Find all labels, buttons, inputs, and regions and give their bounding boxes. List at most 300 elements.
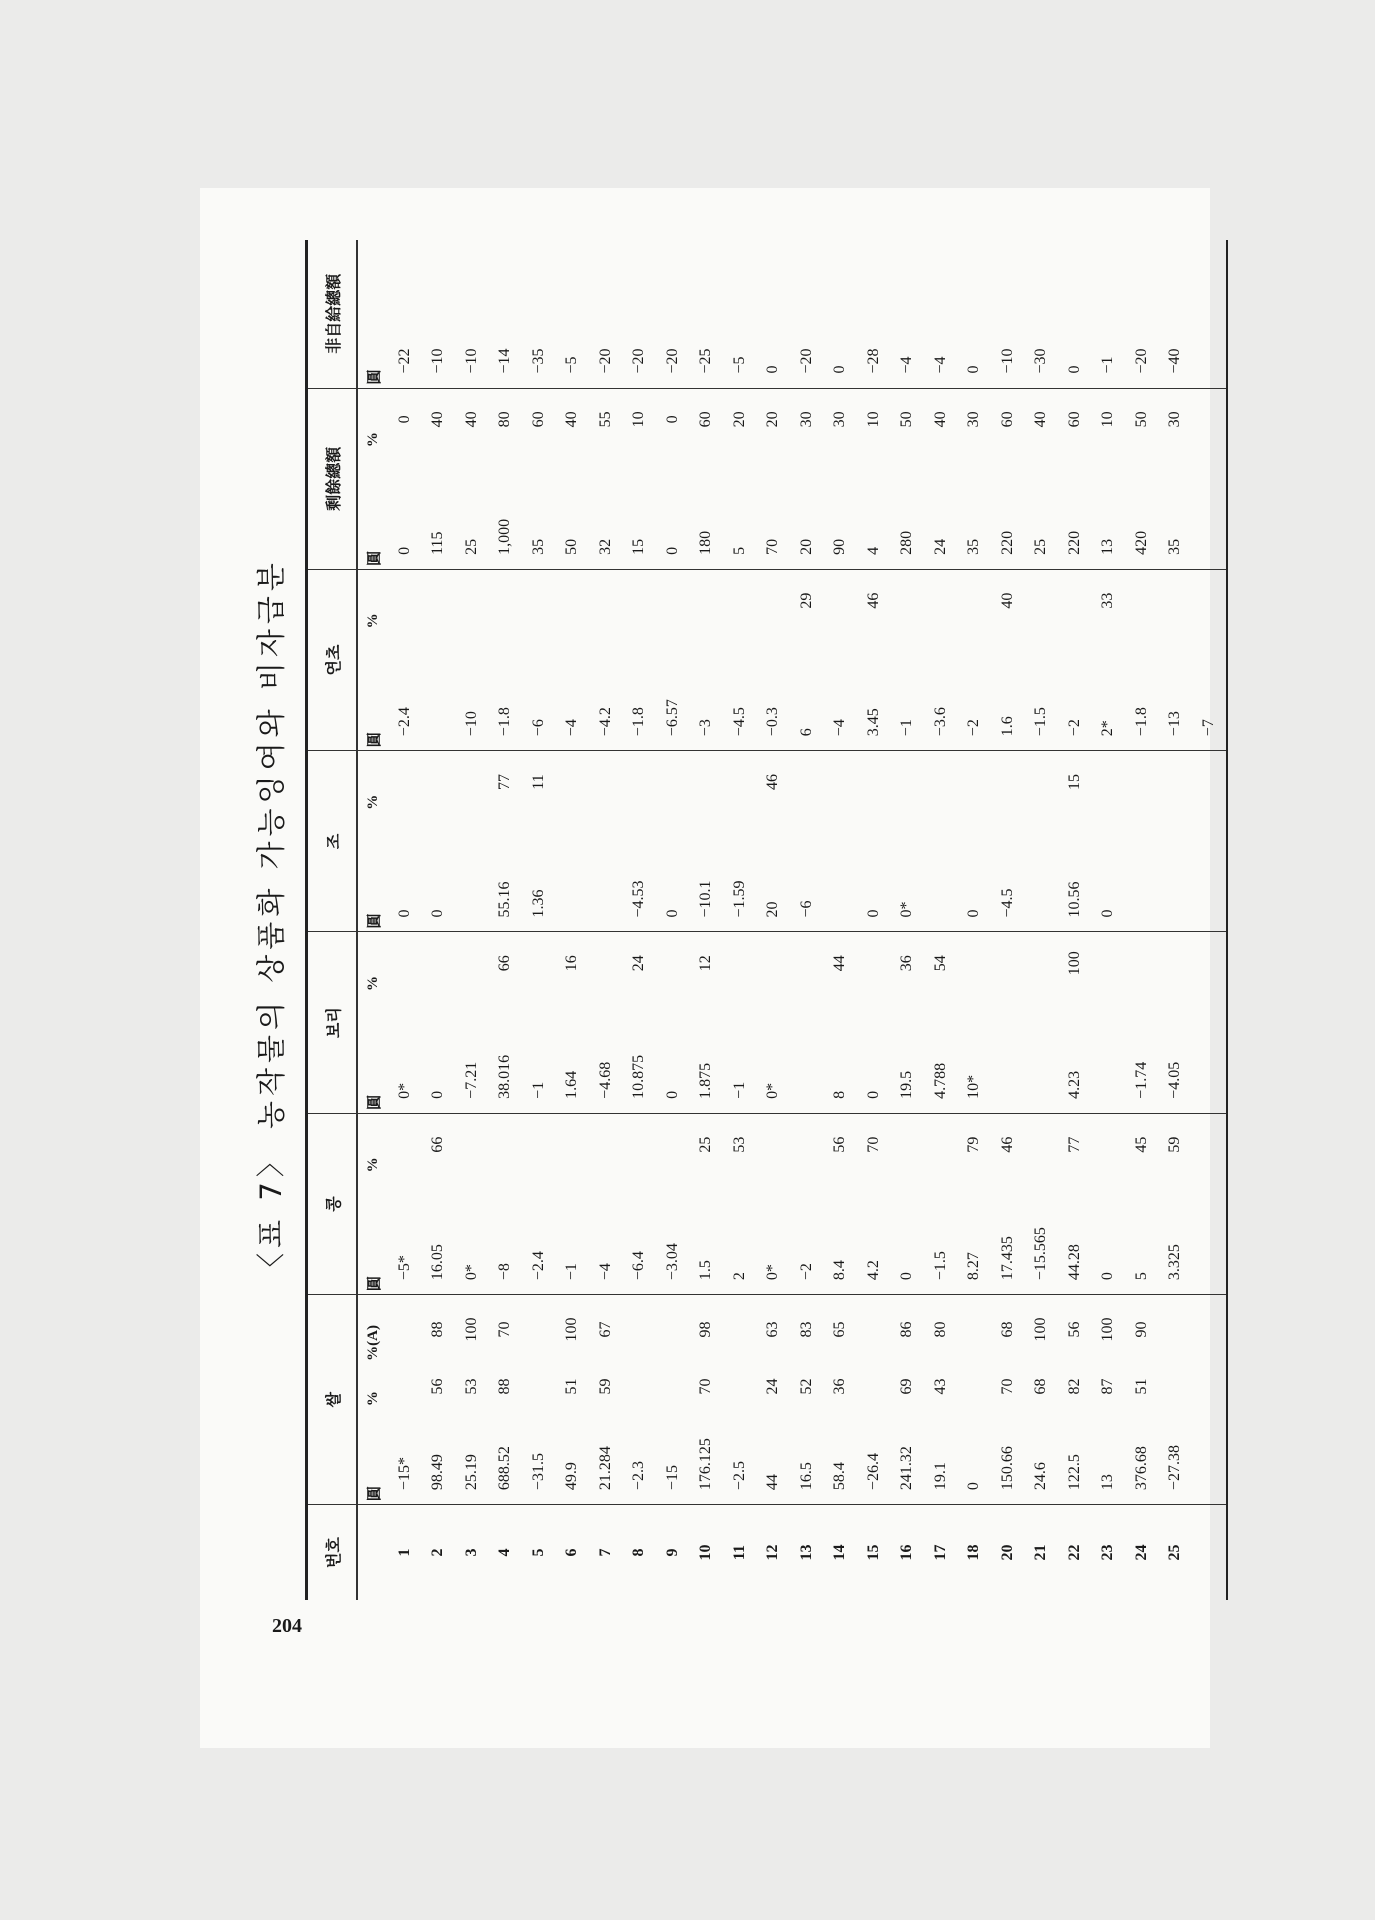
cell: 0 — [388, 450, 422, 569]
cell: 98.49 — [422, 1409, 456, 1504]
cell — [1092, 751, 1126, 813]
cell: 1.36 — [522, 813, 556, 932]
cell — [1125, 932, 1159, 994]
cell: 0 — [1092, 813, 1126, 932]
cell — [824, 813, 858, 932]
cell: 0 — [395, 415, 413, 424]
cell: 8.4 — [824, 1175, 858, 1294]
cell: 115 — [422, 450, 456, 569]
cell — [1125, 813, 1159, 932]
cell: 46 — [764, 773, 782, 790]
cell — [522, 1364, 556, 1409]
cell: 88 — [429, 1321, 447, 1338]
cell — [388, 569, 422, 631]
row-number: 22 — [1065, 1544, 1083, 1561]
cell — [1092, 994, 1126, 1113]
table-row — [757, 240, 791, 1600]
cell: −4 — [891, 240, 925, 388]
cell: 88 — [496, 1378, 514, 1395]
cell: 53 — [462, 1378, 480, 1395]
cell — [1159, 1364, 1193, 1409]
cell: 83 — [797, 1321, 815, 1338]
cell: 100 — [462, 1317, 480, 1342]
cell: 56 — [1065, 1321, 1083, 1338]
cell: 241.32 — [891, 1409, 925, 1504]
cell: 2* — [1092, 631, 1126, 750]
cell — [522, 1295, 556, 1364]
row-number: 24 — [1132, 1544, 1150, 1561]
cell: 1.64 — [556, 994, 590, 1113]
cell: 70 — [998, 1378, 1016, 1395]
cell: 40 — [1032, 411, 1050, 428]
cell: −26.4 — [857, 1409, 891, 1504]
cell — [656, 751, 690, 813]
cell: 49.9 — [556, 1409, 590, 1504]
cell: −2.4 — [388, 631, 422, 750]
cell: 30 — [965, 411, 983, 428]
cell — [1192, 240, 1227, 388]
cell — [589, 932, 623, 994]
cell: 0 — [1058, 240, 1092, 388]
cell: 60 — [998, 411, 1016, 428]
unit-cell: % — [364, 613, 381, 629]
cell — [388, 1364, 422, 1409]
cell — [656, 1364, 690, 1409]
cell: −1.5 — [924, 1175, 958, 1294]
column-header: 쌀 — [307, 1295, 358, 1505]
table-row — [790, 240, 824, 1600]
cell: 40 — [998, 592, 1016, 609]
cell — [422, 631, 456, 750]
cell — [623, 1113, 657, 1175]
cell: 55.16 — [489, 813, 523, 932]
cell: 63 — [764, 1321, 782, 1338]
cell — [556, 751, 590, 813]
cell: 2 — [723, 1175, 757, 1294]
cell: 0 — [656, 994, 690, 1113]
row-number: 16 — [898, 1544, 916, 1561]
cell — [455, 569, 489, 631]
unit-cell: 圓 — [357, 450, 388, 569]
cell: 376.68 — [1125, 1409, 1159, 1504]
cell: 5 — [723, 450, 757, 569]
cell: −3.04 — [656, 1175, 690, 1294]
cell — [1025, 813, 1059, 932]
cell — [824, 751, 858, 813]
cell: −25 — [690, 240, 724, 388]
cell — [388, 751, 422, 813]
cell — [1192, 569, 1227, 631]
cell: −15* — [388, 1409, 422, 1504]
cell: 0 — [824, 240, 858, 388]
cell: 30 — [797, 411, 815, 428]
cell: 0* — [455, 1175, 489, 1294]
cell: −7.21 — [455, 994, 489, 1113]
cell: 0 — [958, 1409, 992, 1504]
cell: −4 — [924, 240, 958, 388]
cell — [489, 1113, 523, 1175]
cell: 90 — [1132, 1321, 1150, 1338]
cell: 68 — [998, 1321, 1016, 1338]
cell — [1192, 1113, 1227, 1175]
cell: −4.5 — [723, 631, 757, 750]
cell: 79 — [965, 1136, 983, 1153]
table-title: 〈표 7〉 농작물의 상품화 가능잉여와 비자급분 — [253, 558, 288, 1282]
cell: 100 — [1032, 1317, 1050, 1342]
cell: −5 — [723, 240, 757, 388]
cell — [1192, 1295, 1227, 1364]
column-header: 번호 — [307, 1505, 358, 1600]
cell: 100 — [1099, 1317, 1117, 1342]
cell — [589, 569, 623, 631]
cell — [790, 1113, 824, 1175]
cell: 52 — [797, 1378, 815, 1395]
cell — [723, 569, 757, 631]
cell: 15 — [1065, 773, 1083, 790]
cell: −10 — [422, 240, 456, 388]
cell: −10.1 — [690, 813, 724, 932]
unit-cell: % — [364, 794, 381, 810]
cell — [455, 751, 489, 813]
table-row — [1025, 240, 1059, 1600]
cell: 25 — [455, 450, 489, 569]
cell — [958, 1364, 992, 1409]
cell: 32 — [589, 450, 623, 569]
cell: 59 — [1166, 1136, 1184, 1153]
cell: −7 — [1192, 631, 1227, 750]
cell — [1159, 751, 1193, 813]
table-row — [422, 240, 456, 1600]
column-header: 剩餘總額 — [307, 388, 358, 569]
cell: 70 — [496, 1321, 514, 1338]
cell: 69 — [898, 1378, 916, 1395]
cell: 24.6 — [1025, 1409, 1059, 1504]
cell: −2 — [958, 631, 992, 750]
table-row — [522, 240, 556, 1600]
cell — [790, 932, 824, 994]
cell: 70 — [864, 1136, 882, 1153]
data-table — [305, 240, 1228, 1600]
cell: −4 — [824, 631, 858, 750]
cell: 87 — [1099, 1378, 1117, 1395]
table-row — [1058, 240, 1092, 1600]
table-row — [388, 240, 422, 1600]
cell — [656, 569, 690, 631]
cell — [958, 932, 992, 994]
cell: 30 — [831, 411, 849, 428]
cell: 45 — [1132, 1136, 1150, 1153]
row-number: 4 — [496, 1548, 514, 1557]
cell: −15 — [656, 1409, 690, 1504]
cell — [723, 1295, 757, 1364]
cell: 0* — [388, 994, 422, 1113]
cell: −15.565 — [1025, 1175, 1059, 1294]
cell — [1092, 1113, 1126, 1175]
cell: −20 — [790, 240, 824, 388]
cell — [924, 813, 958, 932]
cell — [924, 751, 958, 813]
cell: 4.2 — [857, 1175, 891, 1294]
cell — [690, 751, 724, 813]
table-row — [623, 240, 657, 1600]
cell: 70 — [697, 1378, 715, 1395]
unit-cell: %(A) — [364, 1325, 381, 1361]
cell — [1025, 932, 1059, 994]
unit-cell — [357, 1505, 388, 1600]
cell — [1025, 994, 1059, 1113]
cell: 3.45 — [857, 631, 891, 750]
cell — [522, 1113, 556, 1175]
cell: 11 — [529, 774, 547, 790]
cell: −3.6 — [924, 631, 958, 750]
cell: −1.8 — [1125, 631, 1159, 750]
cell: 50 — [1132, 411, 1150, 428]
row-number: 11 — [730, 1544, 748, 1561]
cell: 67 — [596, 1321, 614, 1338]
unit-cell: % — [364, 976, 381, 992]
cell: 16.05 — [422, 1175, 456, 1294]
unit-cell: 圓 — [357, 1409, 388, 1504]
row-number: 8 — [630, 1548, 648, 1557]
table-row — [958, 240, 992, 1600]
cell: 0 — [958, 813, 992, 932]
cell: 220 — [991, 450, 1025, 569]
cell — [1025, 1113, 1059, 1175]
cell: −1.8 — [489, 631, 523, 750]
row-number: 20 — [998, 1544, 1016, 1561]
cell: 5 — [1125, 1175, 1159, 1294]
table-row — [589, 240, 623, 1600]
column-header: 콩 — [307, 1113, 358, 1294]
rotated-table-block — [235, 240, 1217, 1600]
row-number: 3 — [462, 1548, 480, 1557]
cell: 17.435 — [991, 1175, 1025, 1294]
cell — [1192, 813, 1227, 932]
cell — [623, 569, 657, 631]
cell: 40 — [931, 411, 949, 428]
cell — [623, 1364, 657, 1409]
column-header: 연초 — [307, 569, 358, 750]
cell: 53 — [730, 1136, 748, 1153]
cell — [1125, 751, 1159, 813]
cell: 21.284 — [589, 1409, 623, 1504]
cell: 1.875 — [690, 994, 724, 1113]
table-row — [723, 240, 757, 1600]
cell: 86 — [898, 1321, 916, 1338]
cell: 4 — [857, 450, 891, 569]
cell — [857, 1364, 891, 1409]
cell: 77 — [1065, 1136, 1083, 1153]
cell: 150.66 — [991, 1409, 1025, 1504]
cell: 0 — [757, 240, 791, 388]
cell: 220 — [1058, 450, 1092, 569]
cell: 4.23 — [1058, 994, 1092, 1113]
cell — [656, 1295, 690, 1364]
cell: −5 — [556, 240, 590, 388]
cell: 38.016 — [489, 994, 523, 1113]
table-row — [455, 240, 489, 1600]
cell: 35 — [1159, 450, 1193, 569]
table-row — [1092, 240, 1126, 1600]
cell: −4.5 — [991, 813, 1025, 932]
row-number: 10 — [697, 1544, 715, 1561]
unit-cell: 圓 — [357, 813, 388, 932]
cell: 1.6 — [991, 631, 1025, 750]
cell — [857, 1295, 891, 1364]
row-number — [1192, 1505, 1227, 1600]
cell: −1 — [556, 1175, 590, 1294]
cell: 68 — [1032, 1378, 1050, 1395]
cell: 30 — [1166, 411, 1184, 428]
cell: 58.4 — [824, 1409, 858, 1504]
cell: 40 — [563, 411, 581, 428]
table-row — [891, 240, 925, 1600]
cell: −1 — [1092, 240, 1126, 388]
column-header: 非自給總額 — [307, 240, 358, 388]
table-row — [924, 240, 958, 1600]
cell: 10.56 — [1058, 813, 1092, 932]
cell: −4.2 — [589, 631, 623, 750]
cell: −3 — [690, 631, 724, 750]
cell: 60 — [529, 411, 547, 428]
cell: 80 — [931, 1321, 949, 1338]
cell: 98 — [697, 1321, 715, 1338]
cell: 65 — [831, 1321, 849, 1338]
unit-cell: 圓 — [357, 994, 388, 1113]
cell: 35 — [958, 450, 992, 569]
cell: −6.4 — [623, 1175, 657, 1294]
cell: −6.57 — [656, 631, 690, 750]
cell: 59 — [596, 1378, 614, 1395]
table-row — [1125, 240, 1159, 1600]
row-number: 21 — [1032, 1544, 1050, 1561]
cell — [924, 569, 958, 631]
row-number: 5 — [529, 1548, 547, 1557]
cell: 180 — [690, 450, 724, 569]
cell: −1.8 — [623, 631, 657, 750]
cell: 0 — [656, 450, 690, 569]
cell: −2.4 — [522, 1175, 556, 1294]
cell: 0* — [757, 994, 791, 1113]
cell: −22 — [388, 240, 422, 388]
cell: 44.28 — [1058, 1175, 1092, 1294]
unit-cell: % — [364, 1157, 381, 1173]
units-row — [357, 240, 388, 1600]
cell: −1 — [522, 994, 556, 1113]
cell: −2 — [790, 1175, 824, 1294]
cell — [790, 994, 824, 1113]
cell: 10 — [630, 411, 648, 428]
row-number: 23 — [1099, 1544, 1117, 1561]
cell — [757, 1113, 791, 1175]
cell: 8.27 — [958, 1175, 992, 1294]
cell — [388, 1295, 422, 1364]
cell: 56 — [831, 1136, 849, 1153]
cell: −2.3 — [623, 1409, 657, 1504]
cell: 100 — [1065, 951, 1083, 976]
header-row — [307, 240, 358, 1600]
cell — [1192, 932, 1227, 994]
cell — [958, 1295, 992, 1364]
cell: −20 — [623, 240, 657, 388]
cell: 15 — [623, 450, 657, 569]
cell: −4.05 — [1159, 994, 1193, 1113]
cell: 90 — [824, 450, 858, 569]
cell — [1025, 569, 1059, 631]
cell — [1025, 751, 1059, 813]
cell: 40 — [462, 411, 480, 428]
cell — [1159, 813, 1193, 932]
cell: 688.52 — [489, 1409, 523, 1504]
cell: 24 — [764, 1378, 782, 1395]
cell: 50 — [556, 450, 590, 569]
cell: 10 — [864, 411, 882, 428]
cell: 25 — [1025, 450, 1059, 569]
cell: 3.325 — [1159, 1175, 1193, 1294]
cell: −8 — [489, 1175, 523, 1294]
cell: 1,000 — [489, 450, 523, 569]
cell: −4.68 — [589, 994, 623, 1113]
table-row — [1192, 240, 1227, 1600]
cell: 0 — [891, 1175, 925, 1294]
cell: −28 — [857, 240, 891, 388]
cell — [455, 1113, 489, 1175]
row-number: 13 — [797, 1544, 815, 1561]
cell: −1.59 — [723, 813, 757, 932]
cell — [958, 751, 992, 813]
cell: 0* — [757, 1175, 791, 1294]
cell: −5* — [388, 1175, 422, 1294]
cell — [1125, 569, 1159, 631]
cell: 50 — [898, 411, 916, 428]
cell: 36 — [831, 1378, 849, 1395]
cell: 0 — [958, 240, 992, 388]
cell: 51 — [1132, 1378, 1150, 1395]
cell: −31.5 — [522, 1409, 556, 1504]
cell — [857, 751, 891, 813]
cell — [891, 751, 925, 813]
cell: 66 — [496, 955, 514, 972]
cell — [589, 751, 623, 813]
cell — [455, 813, 489, 932]
column-header: 조 — [307, 751, 358, 932]
cell: 33 — [1099, 592, 1117, 609]
row-number: 17 — [931, 1544, 949, 1561]
cell: −1.5 — [1025, 631, 1059, 750]
cell: −1 — [891, 631, 925, 750]
cell — [422, 569, 456, 631]
cell — [1192, 1175, 1227, 1294]
cell: 6 — [790, 631, 824, 750]
cell — [958, 569, 992, 631]
table-row — [857, 240, 891, 1600]
cell: 24 — [924, 450, 958, 569]
row-number: 12 — [764, 1544, 782, 1561]
cell — [790, 751, 824, 813]
cell — [455, 932, 489, 994]
cell: −4.53 — [623, 813, 657, 932]
cell — [991, 994, 1025, 1113]
cell: 4.788 — [924, 994, 958, 1113]
row-number: 18 — [965, 1544, 983, 1561]
cell — [589, 813, 623, 932]
table-row — [489, 240, 523, 1600]
cell — [757, 569, 791, 631]
cell: 122.5 — [1058, 1409, 1092, 1504]
cell — [723, 1364, 757, 1409]
cell: 66 — [429, 1136, 447, 1153]
cell: 82 — [1065, 1378, 1083, 1395]
